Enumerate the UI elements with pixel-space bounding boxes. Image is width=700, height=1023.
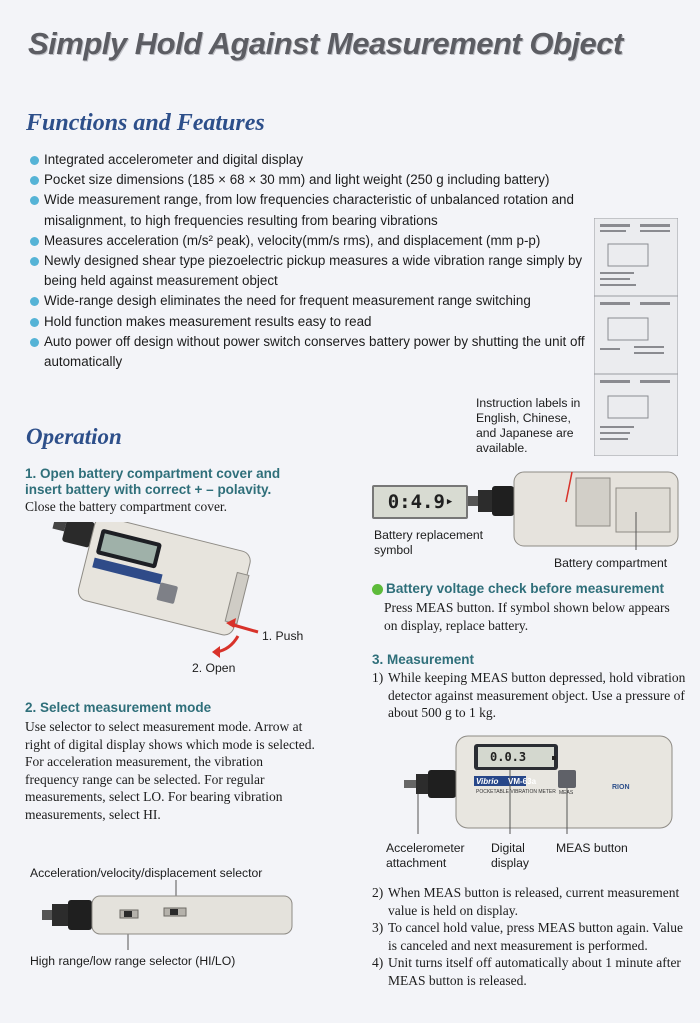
battery-lcd-display bbox=[372, 485, 468, 519]
range-selector-label: High range/low range selector (HI/LO) bbox=[30, 954, 236, 968]
instruction-labels-image bbox=[594, 218, 678, 456]
step1-heading: 1. Open battery compartment cover and insert battery with correct + – polavity. bbox=[25, 466, 281, 497]
list-item-text: While keeping MEAS button depressed, hold vibration detector against measurement object. Use a pressure of about 500 g to 1 kg. bbox=[388, 670, 686, 721]
battery-check-heading: Battery voltage check before measurement bbox=[386, 581, 665, 596]
green-bullet-icon bbox=[372, 584, 383, 595]
list-item-text: When MEAS button is released, current measurement value is held on display. bbox=[388, 885, 680, 918]
list-item bbox=[372, 669, 690, 722]
list-item-number: 1) bbox=[372, 670, 384, 685]
device-maker: RION bbox=[612, 784, 630, 791]
meas-button-label: MEAS button bbox=[556, 841, 628, 855]
list-item bbox=[372, 884, 690, 919]
list-item-text: To cancel hold value, press MEAS button again. Value is canceled and next measurement is performed. bbox=[388, 920, 683, 953]
feature-item: Wide-range desigh eliminates the need for frequent measurement range switching bbox=[30, 291, 590, 311]
device-model: VM-63a bbox=[508, 777, 537, 786]
instruction-labels-note: Instruction labels in English, Chinese, and Japanese are available. bbox=[476, 396, 581, 455]
selector-label: Acceleration/velocity/displacement selector bbox=[30, 866, 263, 880]
list-item-number: 3) bbox=[372, 920, 384, 936]
accelerometer-label: Accelerometer attachment bbox=[386, 841, 465, 870]
battery-check-heading-row bbox=[372, 581, 664, 597]
device-meas-text: MEAS bbox=[559, 790, 574, 796]
features-list bbox=[30, 150, 590, 372]
battery-symbol-icon: ▶ bbox=[446, 497, 453, 507]
device-selector-image bbox=[40, 880, 300, 950]
feature-item: Wide measurement range, from low frequencies characteristic of unbalanced rotation and misalignment, to high frequencies resulting from bearing vibrations bbox=[30, 190, 590, 230]
step1-text: Close the battery compartment cover. bbox=[25, 499, 228, 514]
device-brand: Vibrio bbox=[476, 777, 499, 786]
list-item bbox=[372, 919, 690, 954]
push-label: 1. Push bbox=[262, 629, 304, 643]
feature-item: Integrated accelerometer and digital display bbox=[30, 150, 590, 170]
battery-lcd-value: 0:4.9 bbox=[387, 491, 445, 513]
list-item-number: 4) bbox=[372, 955, 384, 971]
step2-text: Use selector to select measurement mode. Arrow at right of digital display shows which mode is selected. For acceleration measurement, the vibration frequency range can be selected. For regular measurements, select LO. For bearing vibration measurements, select HI. bbox=[25, 719, 315, 822]
feature-item: Measures acceleration (m/s² peak), velocity(mm/s rms), and displacement (mm p-p) bbox=[30, 231, 590, 251]
feature-item: Pocket size dimensions (185 × 68 × 30 mm) and light weight (250 g including battery) bbox=[30, 170, 590, 190]
step2-heading: 2. Select measurement mode bbox=[25, 700, 212, 715]
step3-list-2 bbox=[372, 884, 690, 990]
list-item-text: Unit turns itself off automatically about 1 minute after MEAS button is released. bbox=[388, 955, 681, 988]
measurement-lcd-value: 0.0.3 bbox=[490, 750, 527, 764]
feature-item: Auto power off design without power switch conserves battery power by shutting the unit off automatically bbox=[30, 332, 590, 372]
feature-item: Newly designed shear type piezoelectric pickup measures a wide vibration range simply by being held against measurement object bbox=[30, 251, 590, 291]
step3-heading: 3. Measurement bbox=[372, 652, 475, 667]
digital-display-label: Digital display bbox=[491, 841, 529, 870]
step3-list-1 bbox=[372, 669, 690, 722]
battery-compartment-label: Battery compartment bbox=[554, 556, 668, 570]
device-subtitle: POCKETABLE VIBRATION METER bbox=[476, 789, 556, 795]
battery-check-text: Press MEAS button. If symbol shown below appears on display, replace battery. bbox=[384, 600, 670, 633]
features-heading: Functions and Features bbox=[26, 110, 265, 136]
list-item-number: 2) bbox=[372, 885, 384, 900]
operation-heading: Operation bbox=[26, 424, 122, 449]
list-item bbox=[372, 954, 690, 989]
battery-replacement-label: Battery replacement symbol bbox=[374, 528, 484, 557]
feature-item: Hold function makes measurement results easy to read bbox=[30, 312, 590, 332]
page-title: Simply Hold Against Measurement Object bbox=[28, 26, 623, 61]
push-open-arrows bbox=[208, 612, 268, 662]
open-label: 2. Open bbox=[192, 661, 236, 675]
